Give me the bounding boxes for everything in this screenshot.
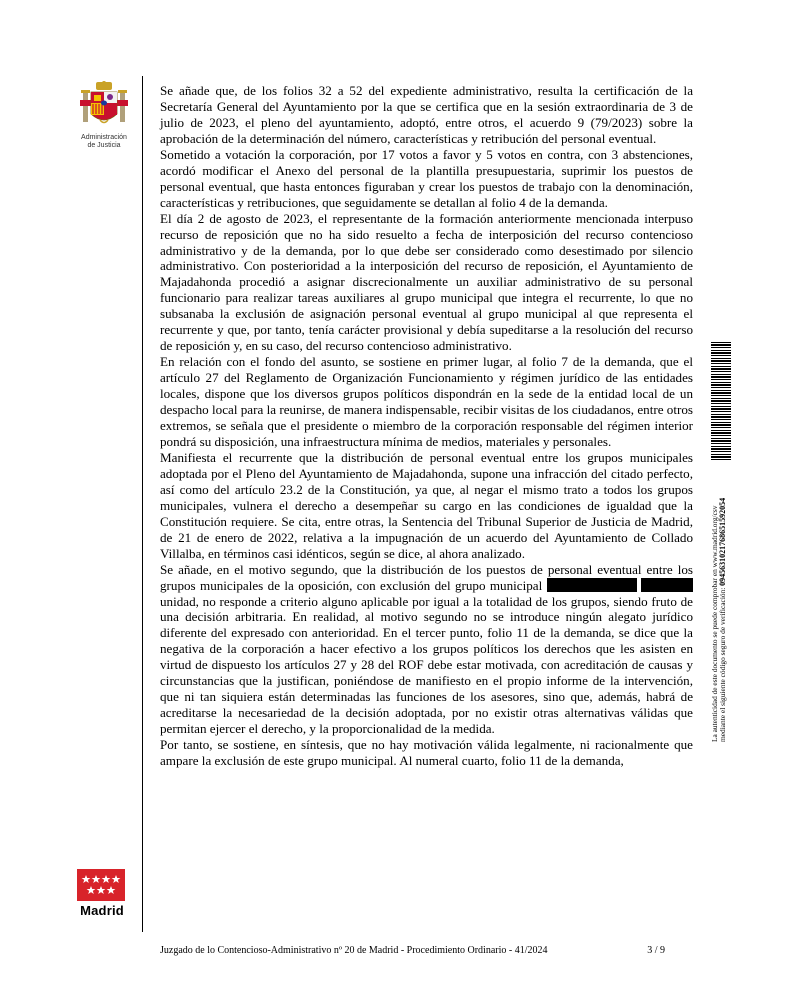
document-body (160, 83, 693, 769)
stars-icon (81, 874, 121, 896)
madrid-flag-icon (77, 869, 125, 901)
paragraph: Por tanto, se sostiene, en síntesis, que no hay motivación válida legalmente, ni racionalmente que ampare la exclusión de este grupo municipal. Al numeral cuarto, folio 11 de la demanda, (160, 737, 693, 769)
stamp-line1: La autenticidad de este documento se puede comprobar en www.madrid.org/csv (710, 505, 719, 742)
paragraph: El día 2 de agosto de 2023, el representante de la formación anteriormente mencionada interpuso recurso de reposición que no ha sido resuelto a fecha de interposición del recurso contencioso administrativo y de la demanda, por lo que debe ser considerado como desestimado por silencio administrativo. Con posterioridad a la interposición del recurso de reposición, el Ayuntamiento de Majadahonda procedió a asignar discrecionalmente un auxiliar administrativo de su personal funcionario para realizar tareas auxiliares al grupo municipal que integra el recurrente, lo que no subsanaba la exclusión de asignación personal eventual al grupo municipal al que representa el recurrente y que, por tanto, tenía carácter provisional y debía supeditarse a la resolución del recurso de reposición y, en su caso, del recurso contencioso administrativo. (160, 210, 693, 354)
paragraph: Sometido a votación la corporación, por 17 votos a favor y 5 votos en contra, con 3 abstenciones, acordó modificar el Anexo del personal de la plantilla presupuestaria, suprimir los puestos de personal eventual, que hasta entonces figuraban y crear los puestos de trabajo con la denominación, características y retribuciones, que seguidamente se detallan al folio 4 de la demanda. (160, 146, 693, 210)
madrid-logo (77, 869, 127, 918)
paragraph: Se añade que, de los folios 32 a 52 del expediente administrativo, resulta la certificación de la Secretaría General del Ayuntamiento por la que se certifica que en la sesión extraordinaria de 3 de julio de 2023, el pleno del ayuntamiento, adoptó, entre otros, el acuerdo 9 (79/2023) sobre la aprobación de la determinación del número, características y retribución del personal eventual. (160, 83, 693, 146)
redaction-block (641, 578, 693, 592)
paragraph-text: Se añade, en el motivo segundo, que la distribución de los puestos de personal eventual entre los grupos municipales de la oposición, con exclusión del grupo municipal (160, 561, 693, 593)
paragraph-text: unidad, no responde a criterio alguno aplicable por igual a la totalidad de los grupos, siendo fruto de una decisión arbitraria. En realidad, al motivo segundo no se introduce ningún alegato jurídico diferente del expresado con anterioridad. En el tercer punto, folio 11 de la demanda, se dice que la negativa de la corporación a hacer efectivo a los grupos políticos los derechos que les asisten en virtud de dispuesto los artículos 27 y 28 del ROF debe estar motivada, con acreditación de causas y circunstancias que la justifican, poniéndose de manifiesto en el propio informe de la intervención, que ni tan siquiera están determinadas las funciones de los asesores, sino que, además, habrá de acreditarse la necesariedad de la decisión adoptada, por no existir otras alternativas válidas que permitan ejercer el derecho, y la proporcionalidad de la medida. (160, 593, 693, 737)
left-margin-rule (142, 76, 143, 932)
verification-stamp (711, 342, 728, 742)
verification-code: 0945631021768651592054 (718, 497, 728, 586)
coat-of-arms-icon (78, 80, 130, 132)
page-number: 3 / 9 (647, 945, 665, 956)
paragraph: En relación con el fondo del asunto, se sostiene en primer lugar, al folio 7 de la demanda, que el artículo 27 del Reglamento de Organización Funcionamiento y régimen jurídico de las entidades locales, dispone que los diversos grupos políticos dispondrán en la sede de la entidad local de un despacho local para la reunirse, de manera indispensable, recibir visitas de los ciudadanos, entre otros extremos, se señala que el presidente o miembro de la corporación responsable del régimen interior pondrá su disposición, una infraestructura mínima de medios, materiales y personales. (160, 354, 693, 449)
paragraph-with-redaction (160, 562, 693, 737)
paragraph: Manifiesta el recurrente que la distribución de personal eventual entre los grupos municipales adoptada por el Pleno del Ayuntamiento de Majadahonda, supone una infracción del citado perfecto, así como del artículo 23.2 de la Constitución, ya que, al negar el mismo trato a todos los grupos municipales, vulnera el derecho a desempeñar su cargo en las condiciones de igualdad que la Constitución requiere. Se cita, entre otras, la Sentencia del Tribunal Superior de Justicia de Madrid, de 21 de enero de 2022, relativa a la impugnación de un acuerdo del Ayuntamiento de Collado Villalba, en términos casi idénticos, según se dice, al ahora analizado. (160, 449, 693, 561)
crest-label-line1: Administración (81, 134, 127, 141)
redaction-block (547, 578, 637, 592)
crest-label-line2: de Justicia (87, 142, 121, 149)
footer-court: Juzgado de lo Contencioso-Administrativo nº 20 de Madrid - Procedimiento Ordinario - 41/2024 (160, 945, 548, 956)
page-footer (160, 945, 665, 956)
stamp-line2: mediante el siguiente código seguro de verificación: (718, 587, 728, 742)
madrid-name: Madrid (80, 903, 124, 918)
justice-crest (74, 80, 134, 150)
